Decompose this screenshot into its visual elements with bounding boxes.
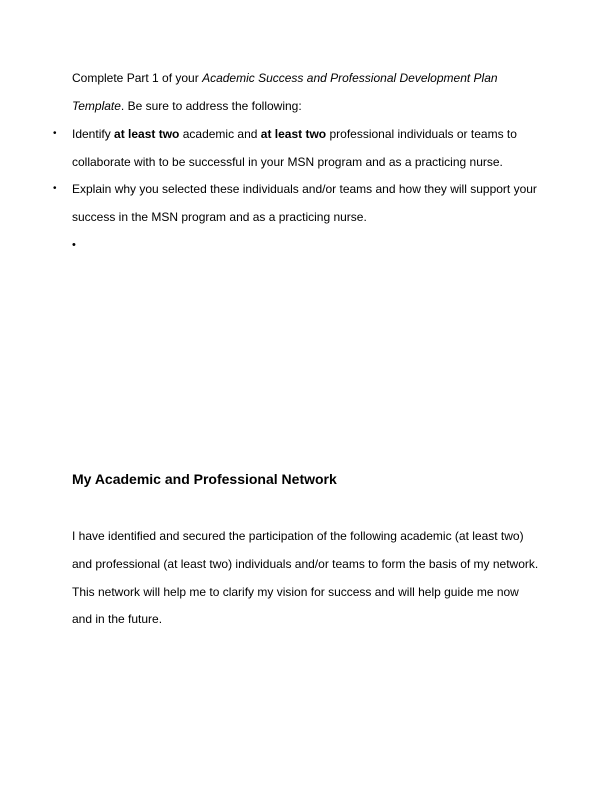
network-paragraph-line: This network will help me to clarify my vision for success and will help guide me now (72, 585, 519, 599)
bullet-1-line-2: collaborate with to be successful in your MSN program and as a practicing nurse. (72, 155, 503, 169)
bullet-2-line-1: Explain why you selected these individuals and/or teams and how they will support your (72, 182, 537, 196)
intro-prefix-text: Complete Part 1 of your (72, 71, 203, 85)
section-heading: My Academic and Professional Network (72, 471, 337, 487)
intro-suffix-text: . Be sure to address the following: (120, 99, 302, 113)
bullet-1-text: Identify (72, 127, 115, 141)
empty-bullet-marker: • (72, 239, 76, 251)
network-paragraph-line: and professional (at least two) individuals and/or teams to form the basis of my network. (72, 557, 539, 571)
intro-line-1 (72, 71, 498, 85)
bullet-1-text: academic and (179, 127, 261, 141)
network-paragraph-line: I have identified and secured the participation of the following academic (at least two) (72, 529, 524, 543)
template-title-italic: Academic Success and Professional Development Plan (202, 71, 498, 85)
intro-line-2 (72, 99, 302, 113)
bullet-marker-2: • (53, 183, 57, 194)
bullet-2-line-2: success in the MSN program and as a practicing nurse. (72, 210, 367, 224)
bullet-1-bold-professional: at least two (260, 127, 327, 141)
template-word-italic: Template (72, 99, 121, 113)
bullet-1-bold-academic: at least two (114, 127, 180, 141)
network-paragraph-line: and in the future. (72, 612, 163, 626)
bullet-1-text: professional individuals or teams to (326, 127, 517, 141)
bullet-1-line-1 (72, 127, 517, 141)
bullet-marker-1: • (53, 128, 57, 139)
